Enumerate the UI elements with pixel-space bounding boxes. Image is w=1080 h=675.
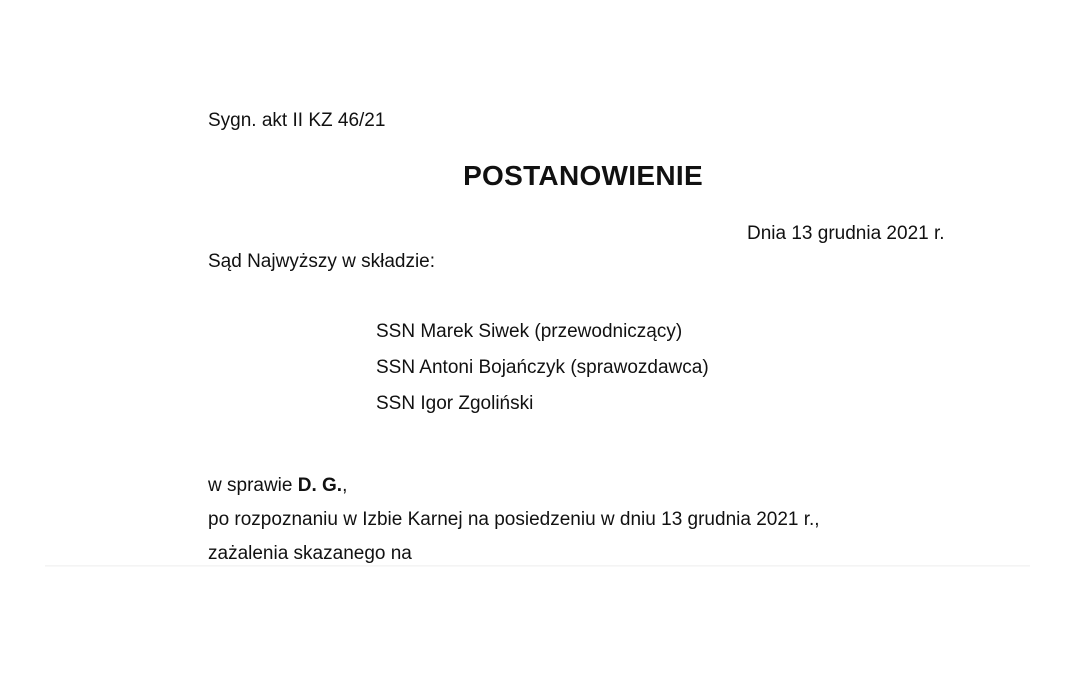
- judge-presiding: SSN Marek Siwek (przewodniczący): [376, 321, 683, 342]
- complaint-line: zażalenia skazanego na: [208, 543, 412, 564]
- court-composition-heading: Sąd Najwyższy w składzie:: [208, 251, 436, 272]
- case-party: D. G.: [297, 475, 343, 496]
- document-title: POSTANOWIENIE: [463, 160, 703, 191]
- page-bottom-edge: [45, 565, 1030, 567]
- hearing-line: po rozpoznaniu w Izbie Karnej na posiedzeniu w dniu 13 grudnia 2021 r.,: [208, 509, 820, 530]
- case-prefix: w sprawie: [208, 475, 298, 496]
- case-suffix: ,: [342, 475, 348, 496]
- judge-member: SSN Igor Zgoliński: [376, 393, 534, 414]
- case-signature: Sygn. akt II KZ 46/21: [208, 110, 386, 131]
- case-line: [208, 474, 347, 498]
- decision-date: Dnia 13 grudnia 2021 r.: [747, 223, 945, 244]
- judge-rapporteur: SSN Antoni Bojańczyk (sprawozdawca): [376, 357, 709, 378]
